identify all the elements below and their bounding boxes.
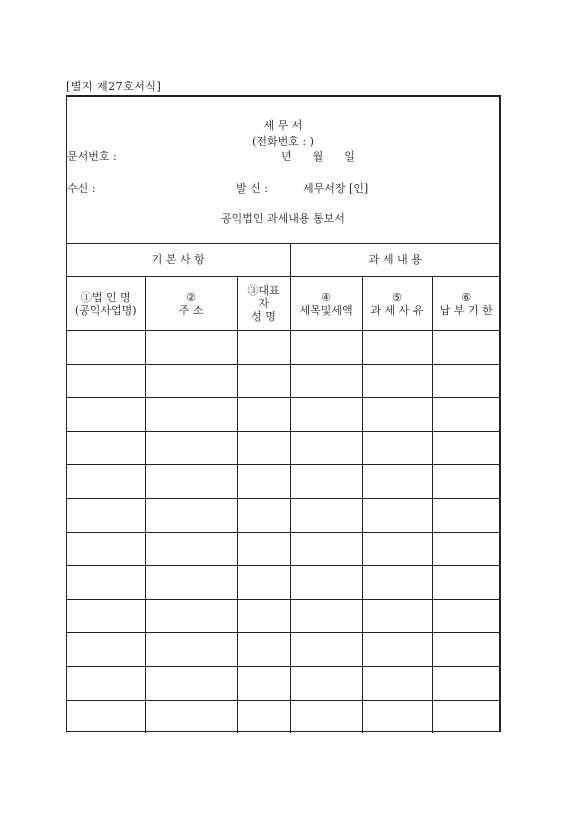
table-cell[interactable] [290,666,362,700]
column-header-address [145,277,237,331]
column-sublabel: 세목및세액 [299,303,353,317]
table-row [67,666,500,700]
table-cell[interactable] [237,566,290,600]
table-cell[interactable] [290,431,362,465]
sender-label: 발 신 : [236,182,268,195]
table-cell[interactable] [362,599,432,633]
table-cell[interactable] [290,599,362,633]
table-cell[interactable] [290,700,362,733]
table-cell[interactable] [145,700,237,733]
table-cell[interactable] [237,398,290,432]
sender-value: 세무서장 [인] [303,182,369,195]
table-cell[interactable] [432,331,500,365]
column-label: 대표 [258,284,280,297]
table-cell[interactable] [432,498,500,532]
table-row [67,498,500,532]
table-row [67,566,500,600]
notice-header [67,97,499,244]
table-cell[interactable] [290,566,362,600]
table-cell[interactable] [362,364,432,398]
column-header-representative-name [237,277,290,331]
tax-office-name: 세 무 서 [263,119,303,132]
table-cell[interactable] [145,599,237,633]
table-row [67,398,500,432]
column-sublabel: 과 세 사 유 [370,303,424,317]
table-cell[interactable] [432,599,500,633]
table-cell[interactable] [432,633,500,667]
column-sublabel: 납 부 기 한 [439,303,493,317]
table-cell[interactable] [67,566,145,600]
table-cell[interactable] [237,700,290,733]
table-cell[interactable] [145,431,237,465]
table-cell[interactable] [432,431,500,465]
table-cell[interactable] [67,532,145,566]
table-cell[interactable] [362,532,432,566]
column-sublabel: 자 [258,297,269,310]
table-cell[interactable] [362,465,432,499]
table-cell[interactable] [432,566,500,600]
notice-form [66,95,501,732]
column-number: ④ [321,290,331,304]
table-cell[interactable] [67,666,145,700]
column-sublabel: 주 소 [178,303,204,317]
basic-info-header: 기 본 사 항 [67,243,290,277]
table-cell[interactable] [290,465,362,499]
table-cell[interactable] [145,331,237,365]
table-cell[interactable] [237,331,290,365]
tax-details-header: 과 세 내 용 [290,243,500,277]
table-cell[interactable] [432,700,500,733]
column-header-row [67,277,500,331]
column-header-tax-item-amount [290,277,362,331]
table-cell[interactable] [145,498,237,532]
table-cell[interactable] [67,633,145,667]
table-cell[interactable] [67,431,145,465]
column-number: ② [186,290,196,304]
table-cell[interactable] [145,465,237,499]
table-cell[interactable] [237,498,290,532]
table-cell[interactable] [290,398,362,432]
table-cell[interactable] [290,331,362,365]
table-row [67,633,500,667]
phone-number-field: (전화번호 : ) [252,135,314,148]
table-cell[interactable] [432,532,500,566]
table-cell[interactable] [67,599,145,633]
column-sublabel-2: 성 명 [251,310,276,323]
table-cell[interactable] [362,498,432,532]
table-cell[interactable] [145,633,237,667]
table-cell[interactable] [362,633,432,667]
column-number: ③ [247,284,259,297]
table-cell[interactable] [237,666,290,700]
table-cell[interactable] [362,566,432,600]
table-cell[interactable] [432,364,500,398]
table-cell[interactable] [290,364,362,398]
column-header-corporation-name [67,277,145,331]
table-cell[interactable] [145,532,237,566]
table-cell[interactable] [145,566,237,600]
document-title: 공익법인 과세내용 통보서 [221,212,345,225]
table-cell[interactable] [67,498,145,532]
column-label: 법 인 명 [91,290,131,304]
table-cell[interactable] [290,532,362,566]
table-cell[interactable] [362,666,432,700]
table-row [67,364,500,398]
column-number: ⑤ [392,290,402,304]
table-cell[interactable] [237,465,290,499]
table-cell[interactable] [237,633,290,667]
table-cell[interactable] [145,666,237,700]
table-row [67,532,500,566]
table-cell[interactable] [432,398,500,432]
table-row [67,331,500,365]
tax-notice-table [67,243,500,733]
table-cell[interactable] [432,465,500,499]
table-cell[interactable] [362,331,432,365]
table-row [67,465,500,499]
table-cell[interactable] [67,465,145,499]
table-row [67,700,500,733]
table-cell[interactable] [290,633,362,667]
table-cell[interactable] [67,331,145,365]
form-number-label: [별지 제27호서식] [66,80,162,93]
table-cell[interactable] [432,666,500,700]
table-cell[interactable] [145,364,237,398]
column-number: ⑥ [461,290,472,304]
table-cell[interactable] [290,498,362,532]
table-cell[interactable] [237,364,290,398]
table-cell[interactable] [145,398,237,432]
date-field: 년 월 일 [281,150,355,163]
column-header-tax-reason [362,277,432,331]
table-row [67,599,500,633]
table-cell[interactable] [237,599,290,633]
table-cell[interactable] [362,700,432,733]
document-number-label: 문서번호 : [67,150,117,163]
table-cell[interactable] [362,431,432,465]
column-header-payment-deadline [432,277,500,331]
table-cell[interactable] [237,532,290,566]
column-number: ① [80,290,92,304]
group-header-row [67,243,500,277]
table-cell[interactable] [362,398,432,432]
recipient-label: 수신 : [67,182,96,195]
table-cell[interactable] [67,700,145,733]
table-row [67,431,500,465]
table-cell[interactable] [67,364,145,398]
column-sublabel: (공익사업명) [74,303,137,317]
table-cell[interactable] [237,431,290,465]
table-cell[interactable] [67,398,145,432]
